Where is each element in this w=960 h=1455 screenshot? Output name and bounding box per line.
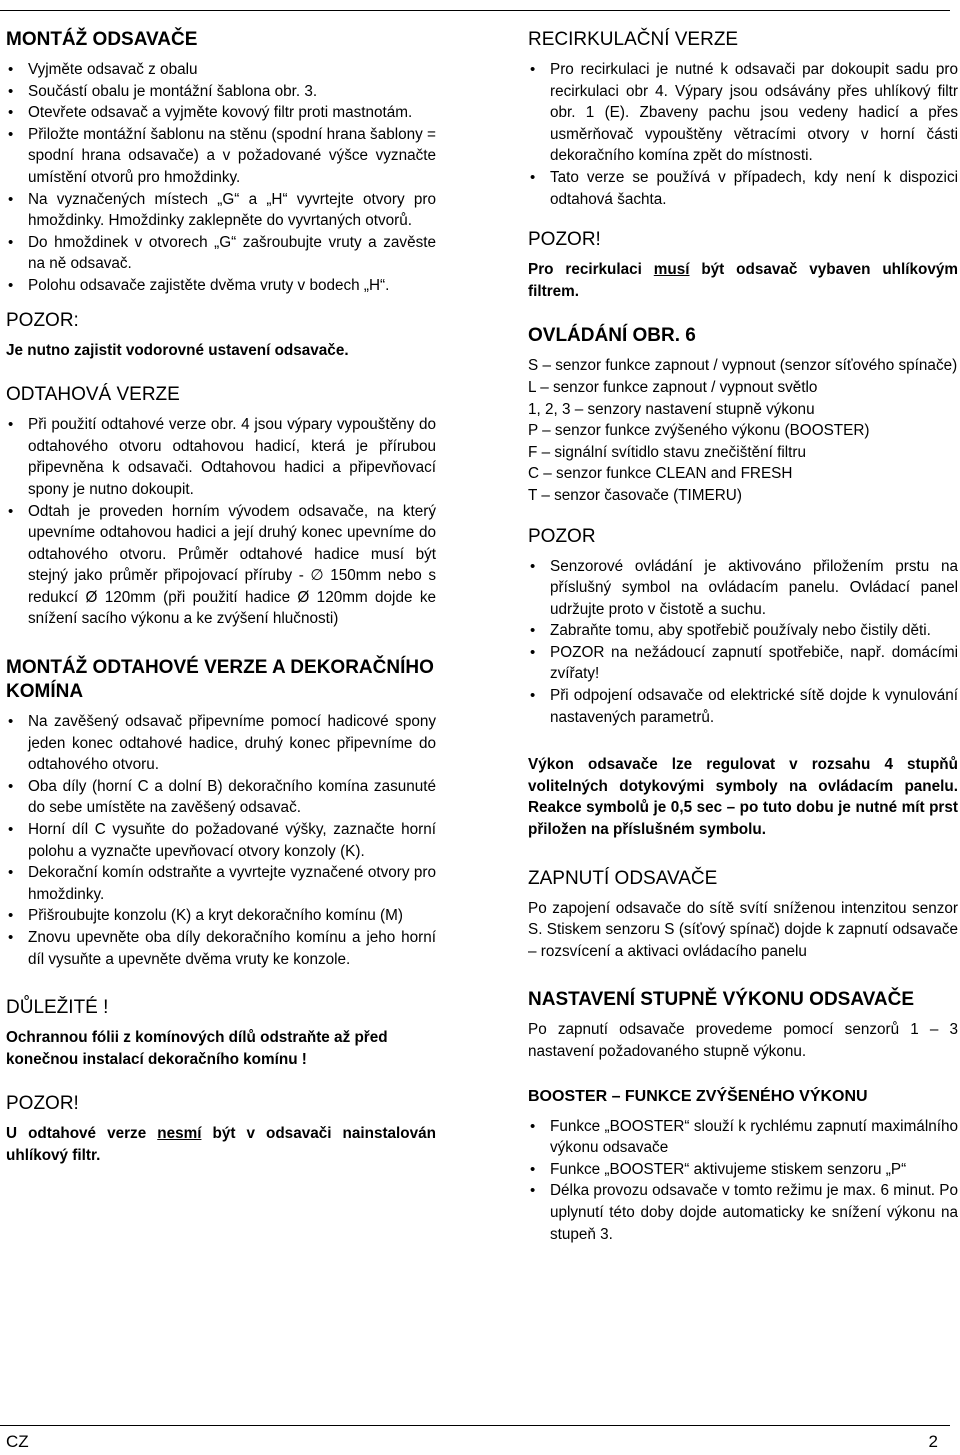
list-item: • Odtah je proveden horním vývodem odsavače, na který upevníme odtahovou hadici a její druhý konec upevníme do odtahového otvoru. Průměr odtahové hadice musí být stejný jako průměr připojovací příruby - ∅ 150mm nebo s redukcí Ø 120mm (při použití hadice Ø 120mm dojde ke snížení sacího výkonu a ke zvýšení hlučnosti) bbox=[6, 501, 436, 631]
list-item: • Na vyznačených místech „G“ a „H“ vyvrtejte otvory pro hmoždinky. Hmoždinky zaklepněte do vyvrtaných otvorů. bbox=[6, 189, 436, 232]
warning-text: Je nutno zajistit vodorovné ustavení odsavače. bbox=[6, 341, 349, 359]
pozor-list bbox=[528, 556, 958, 729]
control-line: 1, 2, 3 – senzory nastavení stupně výkonu bbox=[528, 400, 815, 418]
right-column bbox=[528, 28, 958, 1245]
section-title-nastaveni: NASTAVENÍ STUPNĚ VÝKONU ODSAVAČE bbox=[528, 989, 915, 1011]
booster-list bbox=[528, 1116, 958, 1246]
section-title-booster: BOOSTER – FUNKCE ZVÝŠENÉHO VÝKONU bbox=[528, 1087, 868, 1105]
odtahova-list bbox=[6, 414, 436, 630]
page-number: 2 bbox=[928, 1432, 938, 1451]
warning-text: Pro recirkulaci musí být odsavač vybaven uhlíkovým filtrem. bbox=[528, 261, 958, 300]
top-rule bbox=[0, 10, 950, 11]
montaz-odtahove-list bbox=[6, 711, 436, 970]
control-line: T – senzor časovače (TIMERU) bbox=[528, 486, 742, 504]
recirkulacni-list bbox=[528, 59, 958, 210]
list-item: • Přiložte montážní šablonu na stěnu (spodní hrana šablony = spodní hrana odsavače) a v požadované výšce vyznačte umístění otvorů pro hmoždinky. bbox=[6, 124, 436, 189]
footer-language: CZ bbox=[6, 1432, 29, 1451]
warning-title: POZOR! bbox=[6, 1093, 79, 1115]
list-item: • Zabraňte tomu, aby spotřebič používaly nebo čistily děti. bbox=[528, 620, 958, 642]
list-item: • Funkce „BOOSTER“ slouží k rychlému zapnutí maximálního výkonu odsavače bbox=[528, 1116, 958, 1159]
bottom-rule bbox=[0, 1425, 950, 1426]
section-title-ovladani: OVLÁDÁNÍ OBR. 6 bbox=[528, 325, 696, 347]
control-line: L – senzor funkce zapnout / vypnout světlo bbox=[528, 378, 818, 396]
power-info-text: Výkon odsavače lze regulovat v rozsahu 4 stupňů volitelných dotykovými symboly na ovládacím panelu. Reakce symbolů je 0,5 sec – po tuto dobu je nutné mít prst přiložen na příslušném symbolu. bbox=[528, 756, 958, 839]
control-line: S – senzor funkce zapnout / vypnout (senzor síťového spínače) bbox=[528, 357, 958, 375]
section-title-montaz: MONTÁŽ ODSAVAČE bbox=[6, 29, 198, 50]
important-title: DŮLEŽITÉ ! bbox=[6, 997, 109, 1019]
warning-text: U odtahové verze nesmí být v odsavači nainstalován uhlíkový filtr. bbox=[6, 1125, 437, 1164]
list-item: • Senzorové ovládání je aktivováno přiložením prstu na příslušný symbol na ovládacím panelu. Ovládací panel udržujte proto v čistotě a suchu. bbox=[528, 556, 958, 621]
section-title-zapnuti: ZAPNUTÍ ODSAVAČE bbox=[528, 867, 718, 889]
list-item: • Do hmoždinek v otvorech „G“ zašroubujte vruty a zavěste na ně odsavač. bbox=[6, 232, 436, 275]
list-item: • Otevřete odsavač a vyjměte kovový filtr proti mastnotám. bbox=[6, 102, 436, 124]
list-item: • Tato verze se používá v případech, kdy není k dispozici odtahová šachta. bbox=[528, 167, 958, 210]
montaz-list bbox=[6, 59, 436, 297]
list-item: • Horní díl C vysuňte do požadované výšky, zaznačte horní polohu a vyznačte upevňovací otvory konzoly (K). bbox=[6, 819, 436, 862]
list-item: • Při použití odtahové verze obr. 4 jsou výpary vypouštěny do odtahového otvoru odtahovou hadicí, která je přírubou připevněna k odsavači. Odtahovou hadici a připevňovací spony je nutno dokoupit. bbox=[6, 414, 436, 500]
list-item: • Vyjměte odsavač z obalu bbox=[6, 59, 436, 81]
control-line: P – senzor funkce zvýšeného výkonu (BOOSTER) bbox=[528, 422, 870, 440]
section-title-montaz-odtahove: MONTÁŽ ODTAHOVÉ VERZE A DEKORAČNÍHO KOMÍNA bbox=[6, 657, 434, 703]
warning-title: POZOR bbox=[528, 525, 596, 547]
warning-title: POZOR! bbox=[528, 229, 601, 251]
control-line: C – senzor funkce CLEAN and FRESH bbox=[528, 465, 793, 483]
zapnuti-text: Po zapojení odsavače do sítě svítí sníženou intenzitou senzor S. Stiskem senzoru S (síťový spínač) dojde k zapnutí odsavače – rozsvícení a aktivaci ovládacího panelu bbox=[528, 899, 958, 960]
list-item: • Znovu upevněte oba díly dekoračního komínu a jeho horní díl vysuňte a upevněte dvěma vruty ke konzole. bbox=[6, 927, 436, 970]
list-item: • Pro recirkulaci je nutné k odsavači par dokoupit sadu pro recirkulaci obr 4. Výpary jsou odsávány přes uhlíkový filtr obr. 1 (E). Zbaveny pachu jsou vedeny hadicí a přes usměrňovač vypouštěny větracími otvory v horní části dekoračního komína zpět do místnosti. bbox=[528, 59, 958, 167]
list-item: • POZOR na nežádoucí zapnutí spotřebiče, např. domácími zvířaty! bbox=[528, 642, 958, 685]
list-item: • Při odpojení odsavače od elektrické sítě dojde k vynulování nastavených parametrů. bbox=[528, 685, 958, 728]
nastaveni-text: Po zapnutí odsavače provedeme pomocí senzorů 1 – 3 nastavení požadovaného stupně výkonu. bbox=[528, 1021, 958, 1060]
list-item: • Polohu odsavače zajistěte dvěma vruty v bodech „H“. bbox=[6, 275, 436, 297]
section-title-recirkulacni: RECIRKULAČNÍ VERZE bbox=[528, 29, 739, 50]
control-line: F – signální svítidlo stavu znečištění filtru bbox=[528, 443, 807, 461]
section-title-odtahova: ODTAHOVÁ VERZE bbox=[6, 384, 180, 406]
list-item: • Dekorační komín odstraňte a vyvrtejte vyznačené otvory pro hmoždinky. bbox=[6, 862, 436, 905]
list-item: • Délka provozu odsavače v tomto režimu je max. 6 minut. Po uplynutí této doby dojde automaticky ke snížení výkonu na stupeň 3. bbox=[528, 1180, 958, 1245]
left-column bbox=[6, 28, 436, 1167]
list-item: • Funkce „BOOSTER“ aktivujeme stiskem senzoru „P“ bbox=[528, 1159, 958, 1181]
important-text: Ochrannou fólii z komínových dílů odstraňte až před konečnou instalací dekoračního komínu ! bbox=[6, 1029, 388, 1068]
warning-title: POZOR: bbox=[6, 309, 79, 331]
list-item: • Na zavěšený odsavač připevníme pomocí hadicové spony jeden konec odtahové hadice, druhý konec připevníme do odtahového otvoru. bbox=[6, 711, 436, 776]
list-item: • Součástí obalu je montážní šablona obr. 3. bbox=[6, 81, 436, 103]
list-item: • Oba díly (horní C a dolní B) dekoračního komína zasunuté do sebe umístěte na zavěšený odsavač. bbox=[6, 776, 436, 819]
list-item: • Přišroubujte konzolu (K) a kryt dekoračního komínu (M) bbox=[6, 905, 436, 927]
